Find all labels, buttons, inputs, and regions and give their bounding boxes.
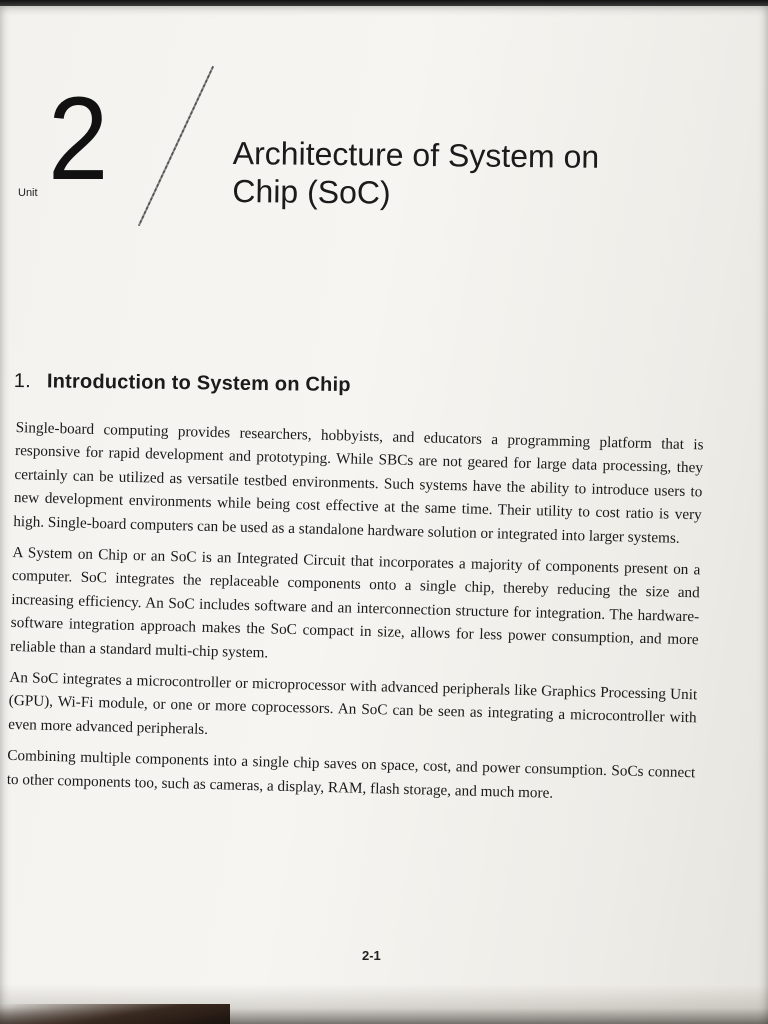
title-slash-divider [138, 66, 214, 226]
paragraph-2: A System on Chip or an SoC is an Integrated Circuit that incorporates a majority of components present on a computer. SoC integrates the replaceable components onto a single chip, thereby reducing the size and increasing efficiency. An SoC includes software and an interconnection structure for integration. The hardware-software integration approach makes the SoC compact in size, allows for less power consumption, and more reliable than a standard multi-chip system. [9, 543, 701, 662]
page-bottom-corner [0, 1004, 230, 1024]
chapter-title [232, 134, 703, 215]
chapter-title-line-1: Architecture of System on [232, 134, 600, 175]
body-text [6, 416, 703, 816]
page-top-edge [0, 0, 768, 6]
paragraph-3: An SoC integrates a microcontroller or microprocessor with advanced peripherals like Graphics Processing Unit (GPU), Wi-Fi module, or one or more coprocessors. An SoC can be seen as integrating a microcontroller with even more advanced peripherals. [7, 668, 698, 738]
unit-number: 2 [48, 73, 105, 205]
section-number: 1. [13, 370, 32, 393]
paragraph-4: Combining multiple components into a single chip saves on space, cost, and power consumption. SoCs connect to other components too, such as cameras, a display, RAM, flash storage, and much more. [6, 747, 696, 802]
unit-label: Unit [18, 187, 38, 199]
section-title: Introduction to System on Chip [46, 370, 351, 397]
chapter-title-line-2: Chip (SoC) [232, 172, 391, 211]
page-number: 2-1 [362, 948, 381, 963]
section-heading [14, 370, 714, 402]
paragraph-1: Single-board computing provides researchers, hobbyists, and educators a programming platform that is responsive for rapid development and prototyping. While SBCs are not geared for large data processing, they certainly can be utilized as versatile testbed environments. Such systems have the ability to introduce users to new development environments while being cost effective at the same time. Their utility to cost ratio is very high. Single-board computers can be used as a standalone hardware solution or integrated into larger systems. [13, 418, 704, 547]
